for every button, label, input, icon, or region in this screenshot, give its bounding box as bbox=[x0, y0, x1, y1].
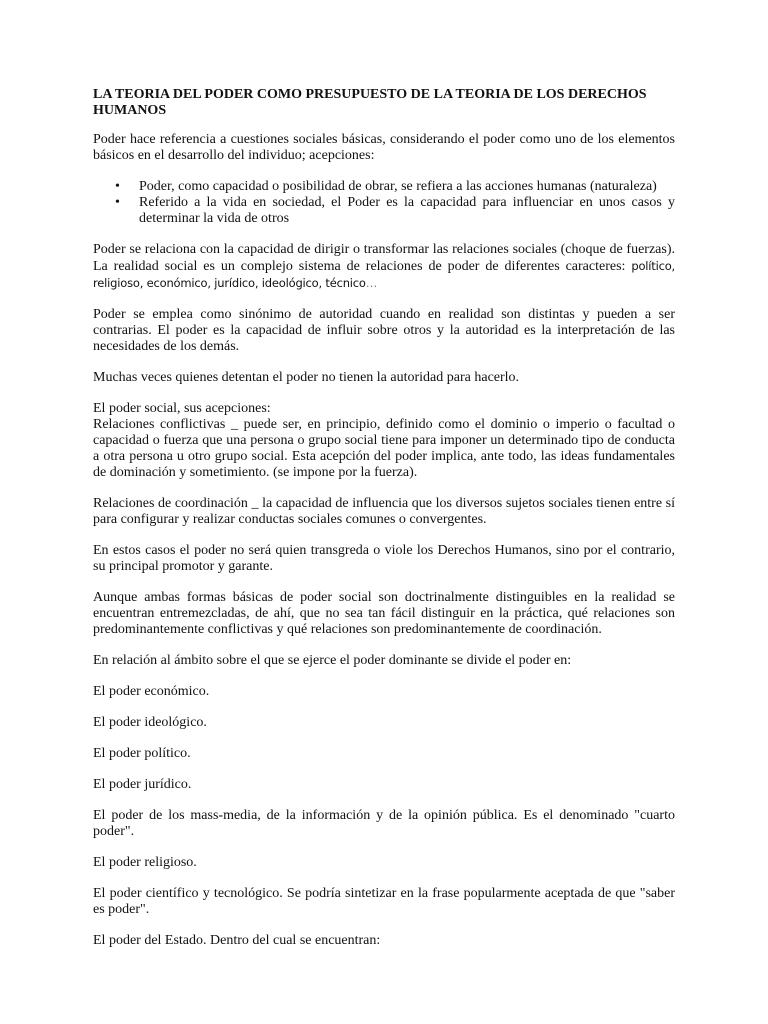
relations-text: Poder se relaciona con la capacidad de dirigir o transformar las relaciones sociales (choque de fuerzas). La realidad social es un complejo sistema de relaciones de poder de diferentes caracteres: bbox=[93, 242, 675, 274]
authority-paragraph: Poder se emplea como sinónimo de autoridad cuando en realidad son distintas y pueden a ser contrarias. El poder es la capacidad de influir sobre otros y la autoridad es la interpretación de las necesidades de los demás. bbox=[93, 307, 675, 354]
coordination-relations-paragraph: Relaciones de coordinación _ la capacidad de influencia que los diversos sujetos sociales tienen entre sí para configurar y realizar conductas sociales comunes o convergentes. bbox=[93, 496, 675, 527]
power-political: El poder político. bbox=[93, 746, 191, 761]
document-page bbox=[93, 87, 675, 964]
document-title: LA TEORIA DEL PODER COMO PRESUPUESTO DE LA TEORIA DE LOS DERECHOS HUMANOS bbox=[93, 87, 647, 118]
bullet-icon: • bbox=[115, 195, 120, 210]
list-item-text: Poder, como capacidad o posibilidad de obrar, se refiera a las acciones humanas (naturaleza) bbox=[139, 179, 657, 194]
acepciones-list bbox=[93, 179, 675, 227]
relations-paragraph bbox=[93, 242, 675, 292]
bullet-icon: • bbox=[115, 179, 120, 194]
power-scientific: El poder científico y tecnológico. Se podría sintetizar en la frase popularmente aceptada de que "saber es poder". bbox=[93, 886, 675, 917]
scope-paragraph: En relación al ámbito sobre el que se ejerce el poder dominante se divide el poder en: bbox=[93, 653, 572, 668]
relations-types: político, religioso, económico, jurídico, ideológico, técnico bbox=[93, 259, 676, 290]
power-economic: El poder económico. bbox=[93, 684, 210, 699]
conflict-relations-paragraph: Relaciones conflictivas _ puede ser, en principio, definido como el dominio o imperio o facultad o capacidad o fuerza que una persona o grupo social tiene para imponer un determinado tipo de conducta a otra persona u otro grupo social. Esta acepción del poder implica, ante todo, las ideas fundamentales de dominación y sometimiento. (se impone por la fuerza). bbox=[93, 417, 675, 480]
intro-paragraph: Poder hace referencia a cuestiones sociales básicas, considerando el poder como uno de los elementos básicos en el desarrollo del individuo; acepciones: bbox=[93, 132, 675, 163]
power-mass-media: El poder de los mass-media, de la información y de la opinión pública. Es el denominado "cuarto poder". bbox=[93, 808, 675, 839]
both-forms-paragraph: Aunque ambas formas básicas de poder social son doctrinalmente distinguibles en la realidad se encuentran entremezcladas, de ahí, que no sea tan fácil distinguir en la práctica, qué relaciones son predominantemente conflictivas y qué relaciones son predominantemente de coordinación. bbox=[93, 590, 675, 637]
power-state: El poder del Estado. Dentro del cual se encuentran: bbox=[93, 933, 381, 948]
power-legal: El poder jurídico. bbox=[93, 777, 192, 792]
many-times-paragraph: Muchas veces quienes detentan el poder no tienen la autoridad para hacerlo. bbox=[93, 370, 520, 385]
cases-paragraph: En estos casos el poder no será quien transgreda o viole los Derechos Humanos, sino por el contrario, su principal promotor y garante. bbox=[93, 543, 675, 574]
ellipsis: … bbox=[365, 276, 378, 290]
power-religious: El poder religioso. bbox=[93, 855, 197, 870]
list-item-text: Referido a la vida en sociedad, el Poder es la capacidad para influenciar en unos casos y determinar la vida de otros bbox=[139, 195, 675, 226]
power-ideological: El poder ideológico. bbox=[93, 715, 207, 730]
list-item bbox=[93, 179, 675, 195]
social-power-heading: El poder social, sus acepciones: bbox=[93, 401, 271, 416]
list-item bbox=[93, 195, 675, 227]
